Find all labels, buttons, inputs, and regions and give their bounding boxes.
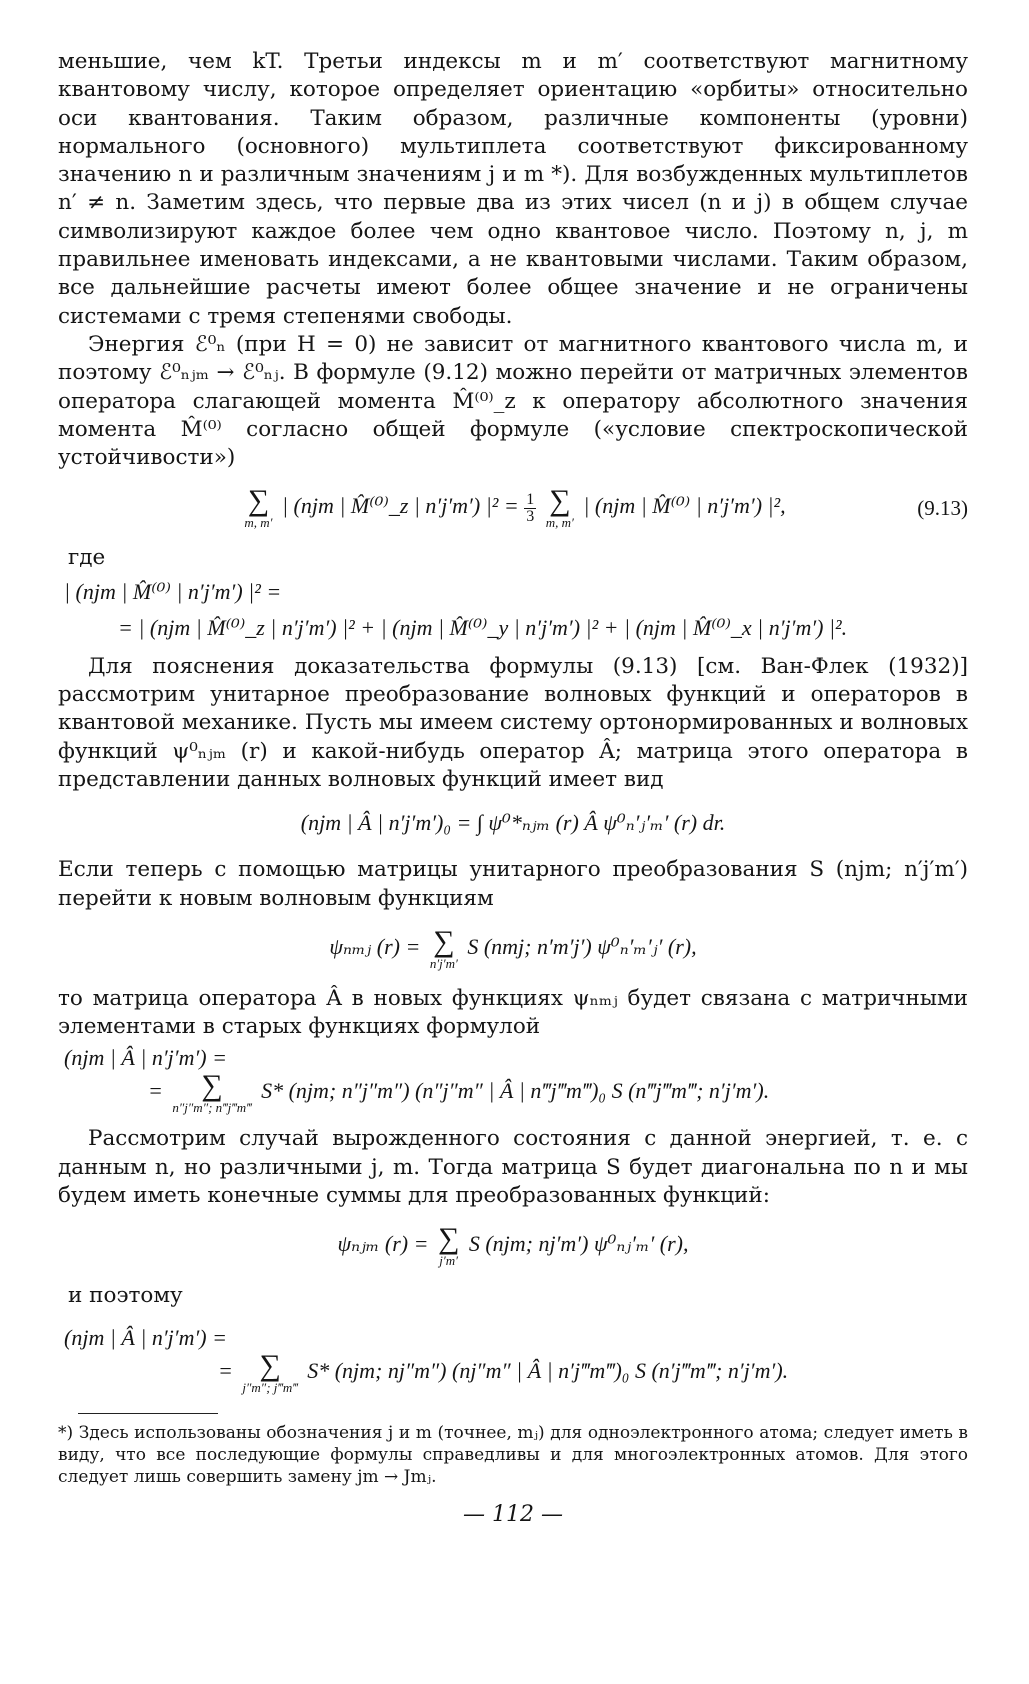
paragraph-1: меньшие, чем kT. Третьи индексы m и m′ соответствуют магнитному квантовому числу, которое определяет ориентацию «орбиты» относительно оси квантования. Таким образом, различные компоненты (уровни) нормального (основного) мультиплета соответствуют фиксированному значению n и различным значениям j и m *). Для возбужденных мультиплетов n′ ≠ n. Заметим здесь, что первые два из этих чисел (n и j) в общем случае символизируют каждое более чем одно квантовое число. Поэтому n, j, m правильнее именовать индексами, а не квантовыми числами. Таким образом, все дальнейшие расчеты имеют более общее значение и не ограничены системами с тремя степенями свободы. <box>58 49 968 329</box>
equation-transform-line1: (njm | Â | n′j′m′) = <box>64 1045 227 1071</box>
label-where: где <box>68 545 106 571</box>
equation-final-line1: (njm | Â | n′j′m′) = <box>64 1324 227 1350</box>
eq913-left: | (njm | M̂⁽⁰⁾_z | n′j′m′) |² = <box>281 493 519 519</box>
paragraph-4: Если теперь с помощью матрицы унитарного преобразования S (njm; n′j′m′) перейти к новым волновым функциям <box>58 857 968 911</box>
paragraph-6: Рассмотрим случай вырожденного состояния с данной энергией, т. е. с данным n, но различными j, m. Тогда матрица S будет диагональна по n и мы будем иметь конечные суммы для преобразованных функций: <box>58 1126 968 1209</box>
fraction-one-third: $\frac{1}{3}$ <box>526 490 535 525</box>
equation-9-13 <box>58 486 968 530</box>
equation-abs-line2: = | (njm | M̂⁽⁰⁾_z | n′j′m′) |² + | (njm | M̂⁽⁰⁾_y | n′j′m′) |² + | (njm | M̂⁽⁰⁾_x | n′j′m′) |². <box>118 614 848 640</box>
equation-psi-degenerate: ψₙⱼₘ (r) = ∑ j′m′ S (njm; nj′m′) ψ⁰ₙⱼ′ₘ′ (r), <box>337 1222 689 1269</box>
equation-psi-new: ψₙₘⱼ (r) = ∑ n′j′m′ S (nmj; n′m′j′) ψ⁰ₙ′ₘ′ⱼ′ (r), <box>329 924 697 971</box>
footnote: *) Здесь использованы обозначения j и m (точнее, mⱼ) для одноэлектронного атома; следует иметь в виду, что все последующие формулы справедливы и для многоэлектронных атомов. Для этого следует лишь совершить замену jm → Jmⱼ. <box>58 1422 968 1487</box>
paragraph-7: и поэтому <box>68 1283 183 1309</box>
equation-number: (9.13) <box>917 496 968 521</box>
paragraph-3: Для пояснения доказательства формулы (9.13) [см. Ван-Флек (1932)] рассмотрим унитарное преобразование волновых функций и операторов в квантовой механике. Пусть мы имеем систему ортонормированных и волновых функций ψ⁰ₙⱼₘ (r) и какой-нибудь оператор Â; матрица этого оператора в представлении данных волновых функций имеет вид <box>58 653 968 792</box>
equation-final-line2: = ∑ j″m″; j‴m‴ S* (njm; nj″m″) (nj″m″ | Â | n′j‴m‴)₀ S (n′j‴m‴; n′j′m′). <box>218 1348 789 1395</box>
page-content <box>58 48 968 1527</box>
footnote-rule <box>78 1413 218 1414</box>
equation-transform-line2: = ∑ n″j″m″; n‴j‴m‴ S* (njm; n″j″m″) (n″j″m″ | Â | n‴j‴m‴)₀ S (n‴j‴m‴; n′j′m′). <box>148 1069 770 1116</box>
equation-matrix-definition: (njm | Â | n′j′m′)₀ = ∫ ψ⁰*ₙⱼₘ (r) Â ψ⁰ₙ′ⱼ′ₘ′ (r) dr. <box>300 810 726 836</box>
eq913-right: | (njm | M̂⁽⁰⁾ | n′j′m′) |², <box>583 493 786 519</box>
sum-symbol: ∑ j″m″; j‴m‴ <box>242 1348 298 1395</box>
sum-symbol: ∑ m, m′ <box>244 484 273 531</box>
sum-symbol: ∑ j′m′ <box>437 1222 460 1269</box>
page-number: — 112 — <box>463 1501 563 1527</box>
paragraph-2: Энергия ℰ⁰ₙ (при H = 0) не зависит от магнитного квантового числа m, и поэтому ℰ⁰ₙⱼₘ → ℰ⁰ₙⱼ. В формуле (9.12) можно перейти от матричных элементов оператора слагающей момента M̂⁽⁰⁾_z к оператору абсолютного значения момента M̂⁽⁰⁾ согласно общей формуле («условие спектроскопической устойчивости») <box>58 331 968 471</box>
sum-symbol: ∑ n″j″m″; n‴j‴m‴ <box>172 1069 252 1116</box>
paragraph-5: то матрица оператора Â в новых функциях ψₙₘⱼ будет связана с матричными элементами в старых функциях формулой <box>58 985 968 1040</box>
sum-symbol: ∑ n′j′m′ <box>429 924 458 971</box>
equation-abs-line1: | (njm | M̂⁽⁰⁾ | n′j′m′) |² = <box>64 578 282 604</box>
sum-symbol: ∑ m, m′ <box>545 484 574 531</box>
